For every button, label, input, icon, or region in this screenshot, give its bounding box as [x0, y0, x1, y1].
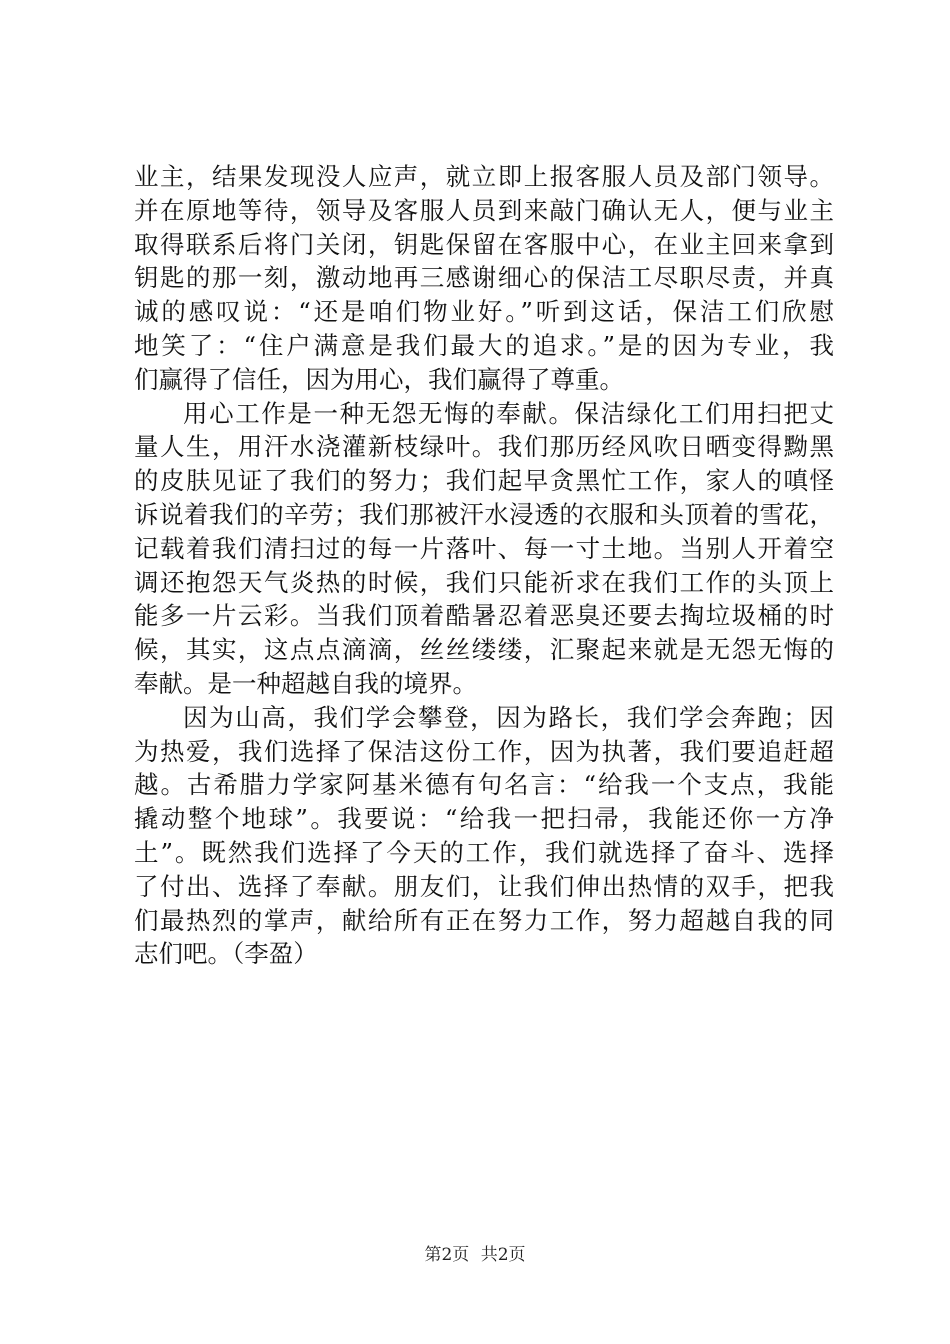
text-line: 业主，结果发现没人应声，就立即上报客服人员及部门领导。	[134, 162, 834, 191]
text-line: 调还抱怨天气炎热的时候，我们只能祈求在我们工作的头顶上	[134, 567, 834, 597]
text-line: 钥匙的那一刻，激动地再三感谢细心的保洁工尽职尽责，并真	[134, 263, 834, 293]
text-line: 地笑了：“住户满意是我们最大的追求。”是的因为专业，我	[134, 330, 834, 360]
text-line: 因为山高，我们学会攀登，因为路长，我们学会奔跑；因	[183, 702, 834, 732]
text-line: 记载着我们清扫过的每一片落叶、每一寸土地。当别人开着空	[134, 533, 834, 563]
page-number: 第2页	[424, 1245, 470, 1265]
document-body	[134, 160, 834, 971]
text-line: 越。古希腊力学家阿基米德有句名言：“给我一个支点，我能	[134, 770, 834, 800]
text-line: 诚的感叹说：“还是咱们物业好。”听到这话，保洁工们欣慰	[134, 297, 834, 327]
text-line: 撬动整个地球”。我要说：“给我一把扫帚，我能还你一方净	[134, 804, 834, 834]
text-line: 用心工作是一种无怨无悔的奉献。保洁绿化工们用扫把丈	[183, 398, 834, 428]
text-line: 志们吧。（李盈）	[134, 939, 318, 969]
text-line: 了付出、选择了奉献。朋友们，让我们伸出热情的双手，把我	[134, 871, 834, 901]
text-line: 为热爱，我们选择了保洁这份工作，因为执著，我们要追赶超	[134, 736, 834, 766]
text-line: 取得联系后将门关闭，钥匙保留在客服中心，在业主回来拿到	[134, 229, 834, 259]
text-line: 们赢得了信任，因为用心，我们赢得了尊重。	[134, 364, 624, 394]
text-line: 奉献。是一种超越自我的境界。	[134, 668, 477, 698]
text-line: 候，其实，这点点滴滴，丝丝缕缕，汇聚起来就是无怨无悔的	[134, 635, 834, 665]
page-footer	[0, 1244, 950, 1266]
text-line: 量人生，用汗水浇灌新枝绿叶。我们那历经风吹日晒变得黝黑	[134, 432, 834, 462]
text-line: 土”。既然我们选择了今天的工作，我们就选择了奋斗、选择	[134, 837, 834, 867]
text-line: 诉说着我们的辛劳；我们那被汗水浸透的衣服和头顶着的雪花，	[134, 499, 834, 529]
text-line: 并在原地等待，领导及客服人员到来敲门确认无人，便与业主	[134, 195, 834, 225]
text-line: 能多一片云彩。当我们顶着酷暑忍着恶臭还要去掏垃圾桶的时	[134, 601, 834, 631]
text-line: 的皮肤见证了我们的努力；我们起早贪黑忙工作，家人的嗔怪	[134, 466, 834, 496]
page-total: 共2页	[480, 1245, 526, 1265]
text-line: 们最热烈的掌声，献给所有正在努力工作，努力超越自我的同	[134, 905, 834, 935]
